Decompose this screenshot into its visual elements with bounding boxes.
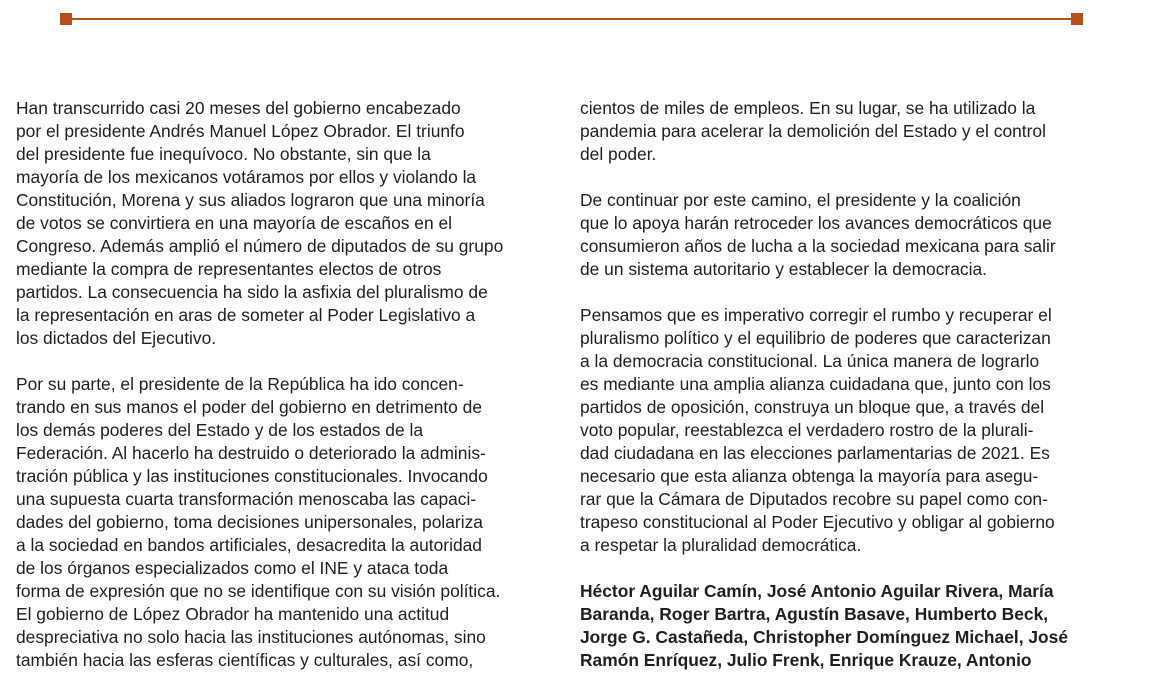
signatories-list: Héctor Aguilar Camín, José Antonio Aguilar Rivera, María Baranda, Roger Bartra, Agustín Basave, Humberto Beck, Jorge G. Castañeda, Christopher Domínguez Michael, José Ramón Enríquez, Julio Frenk, Enrique Krauze, Antonio [580,581,1069,670]
header-rule [66,18,1078,20]
paragraph-gobierno: Han transcurrido casi 20 meses del gobierno encabezado por el presidente Andrés Manuel López Obrador. El triunfo del presidente fue inequívoco. No obstante, sin que la mayoría de los mexicanos votáramos por ellos y violando la Constitución, Morena y sus aliados lograron que una minoría de votos se convirtiera en una mayoría de escaños en el Congreso. Además amplió el número de diputados de su grupo mediante la compra de representantes electos de otros partidos. La consecuencia ha sido la asfixia del pluralismo de la representación en aras de someter al Poder Legislativo a los dictados del Ejecutivo. [16,98,504,348]
paragraph-empleos: cientos de miles de empleos. En su lugar, se ha utilizado la pandemia para acelerar la demolición del Estado y el control del poder. [580,98,1046,164]
paragraph-rumbo: Pensamos que es imperativo corregir el rumbo y recuperar el pluralismo político y el equilibrio de poderes que caracterizan a la democracia constitucional. La única manera de lograrlo es mediante una amplia alianza cuidadana que, junto con los partidos de oposición, construya un bloque que, a través del voto popular, reestablezca el verdadero rostro de la plurali- dad ciudadana en las elecciones parlamentarias de 2021. Es necesario que esta alianza obtenga la mayoría para asegu- rar que la Cámara de Diputados recobre su papel como con- trapeso constitucional al Poder Ejecutivo y obligar al gobierno a respetar la pluralidad democrática. [580,305,1055,555]
paragraph-camino: De continuar por este camino, el presidente y la coalición que lo apoya harán retroceder los avances democráticos que consumieron años de lucha a la sociedad mexicana para salir de un sistema autoritario y establecer la democracia. [580,190,1056,279]
header-rule-right-cap [1071,13,1083,25]
header-rule-left-cap [60,13,72,25]
right-text-column [580,97,1126,672]
paragraph-presidente: Por su parte, el presidente de la República ha ido concen- trando en sus manos el poder del gobierno en detrimento de los demás poderes del Estado y de los estados de la Federación. Al hacerlo ha destruido o deteriorado la adminis- tración pública y las instituciones constitucionales. Invocando una supuesta cuarta transformación menoscaba las capaci- dades del gobierno, toma decisiones unipersonales, polariza a la sociedad en bandos artificiales, desacredita la autoridad de los órganos especializados como el INE y ataca toda forma de expresión que no se identifique con su visión política. El gobierno de López Obrador ha mantenido una actitud despreciativa no solo hacia las instituciones autónomas, sino también hacia las esferas científicas y culturales, así como, [16,374,501,670]
left-text-column [16,97,562,695]
